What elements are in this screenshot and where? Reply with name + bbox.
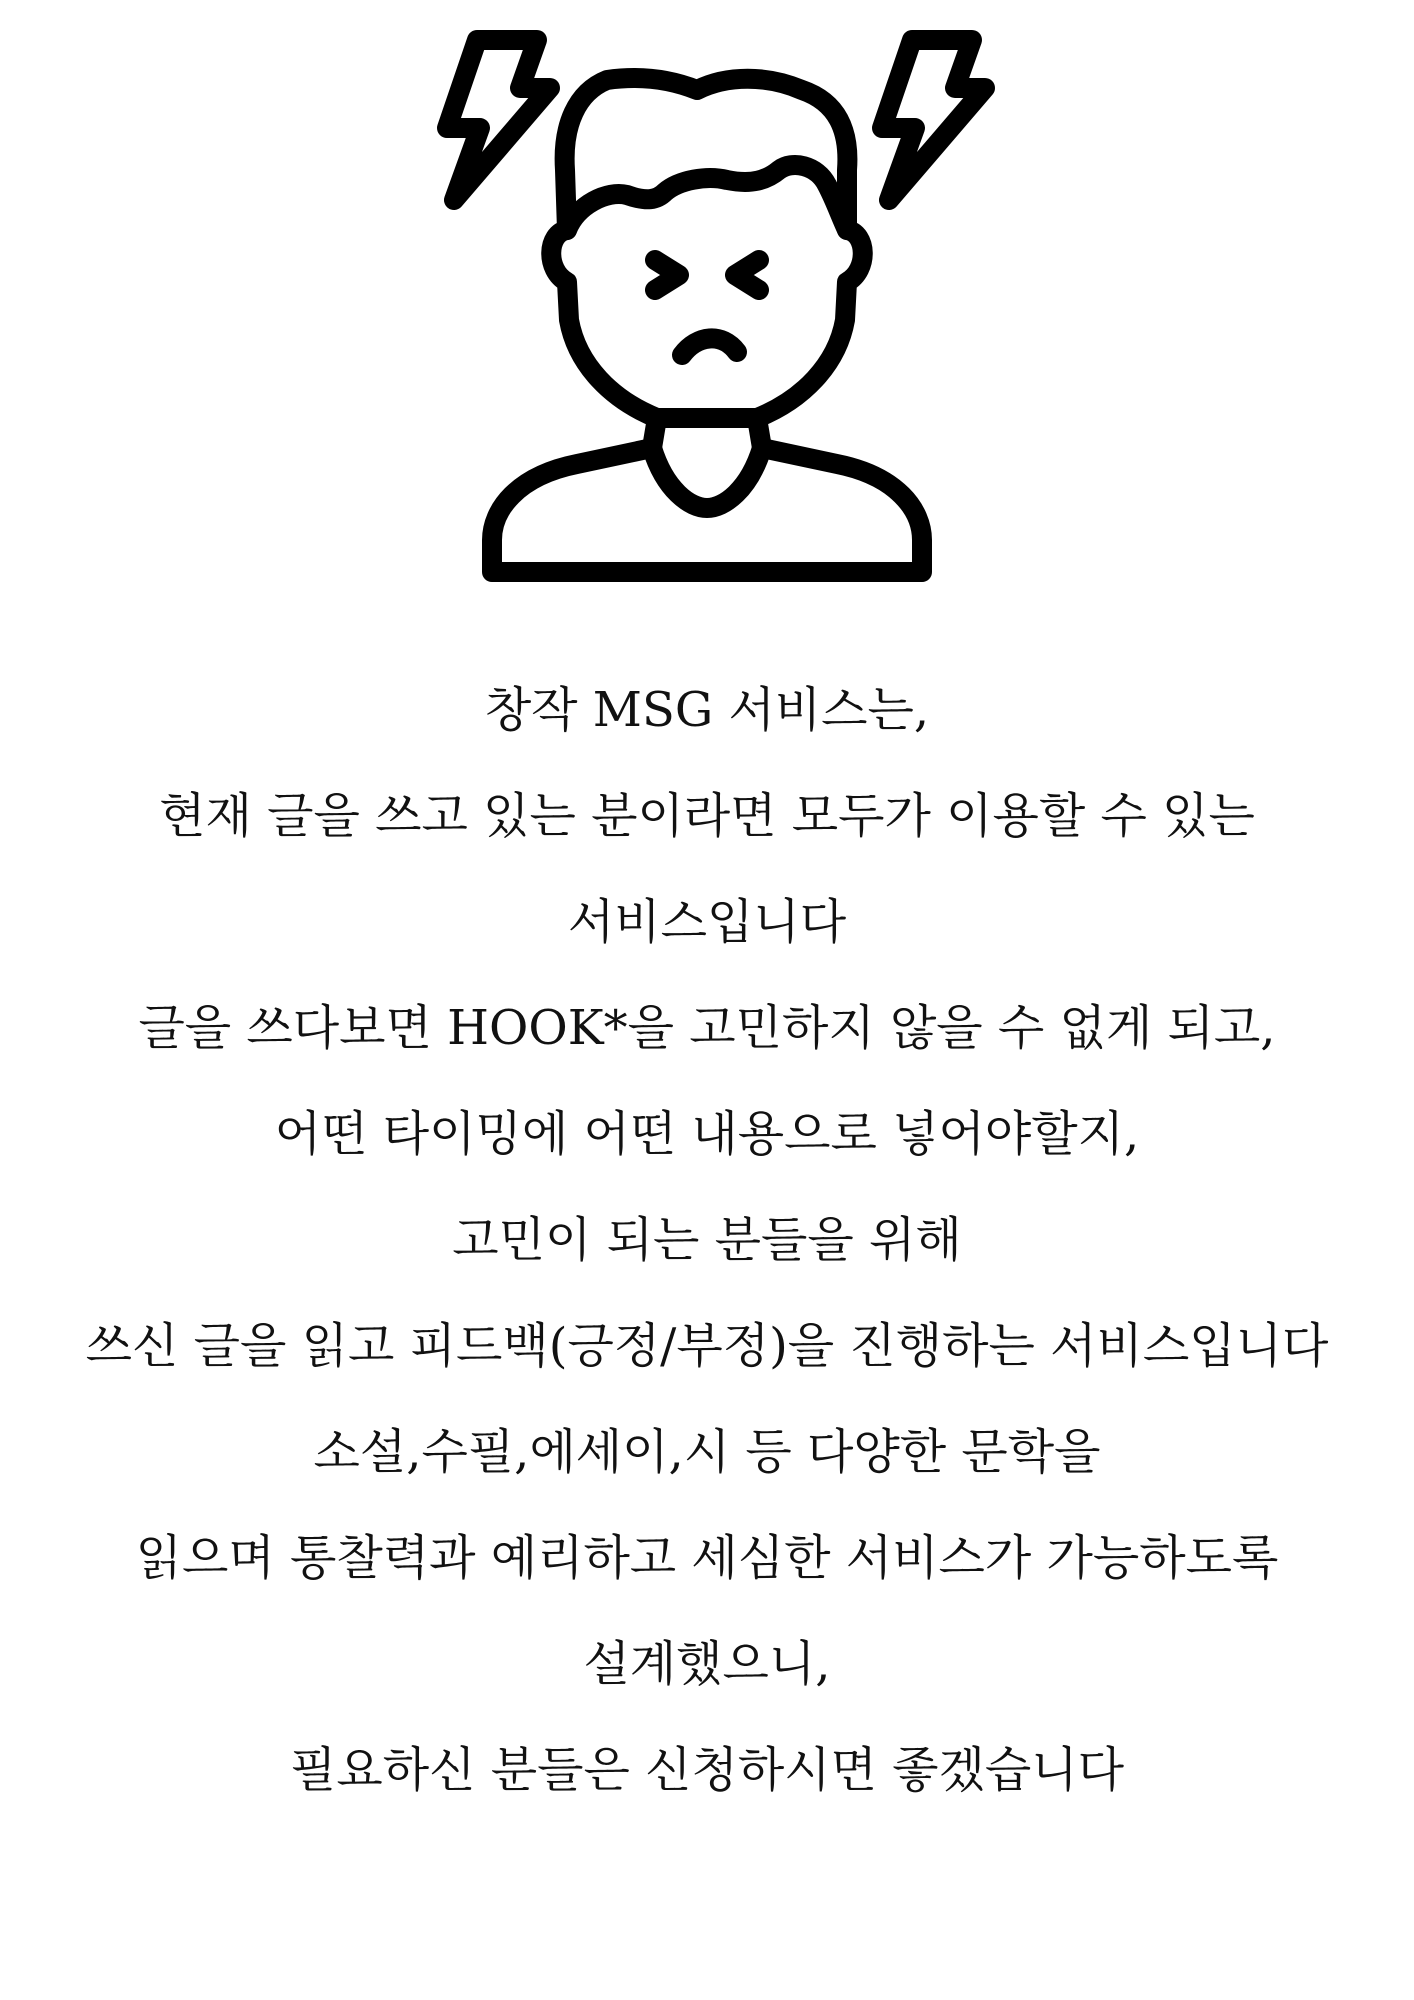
description-line: 필요하신 분들은 신청하시면 좋겠습니다 (289, 1742, 1125, 1798)
description-line: 설계했으니, (583, 1636, 831, 1692)
description-line: 현재 글을 쓰고 있는 분이라면 모두가 이용할 수 있는 (159, 788, 1255, 844)
description-line: 소설,수필,에세이,시 등 다양한 문학을 (313, 1424, 1101, 1480)
lightning-bolt-right-icon (882, 40, 985, 200)
frown-mouth-icon (682, 338, 737, 355)
description-line: 고민이 되는 분들을 위해 (452, 1212, 962, 1268)
description-line: 어떤 타이밍에 어떤 내용으로 넣어야할지, (274, 1106, 1140, 1162)
hairline-icon (567, 165, 847, 230)
frustrated-person-icon (407, 20, 1007, 590)
lightning-bolt-left-icon (447, 40, 550, 200)
service-description (0, 672, 1414, 1838)
description-line: 쓰신 글을 읽고 피드백(긍정/부정)을 진행하는 서비스입니다 (85, 1318, 1329, 1374)
frustrated-person-with-lightning-icon (407, 20, 1007, 590)
description-line: 읽으며 통찰력과 예리하고 세심한 서비스가 가능하도록 (135, 1530, 1279, 1586)
description-line: 글을 쓰다보면 HOOK*을 고민하지 않을 수 없게 되고, (138, 1000, 1276, 1056)
collar-icon (652, 448, 762, 508)
description-line: 창작 MSG 서비스는, (484, 682, 930, 738)
squint-eye-right-icon (735, 260, 759, 290)
description-line: 서비스입니다 (567, 894, 847, 950)
squint-eye-left-icon (655, 260, 679, 290)
head-outline-icon (551, 78, 863, 418)
